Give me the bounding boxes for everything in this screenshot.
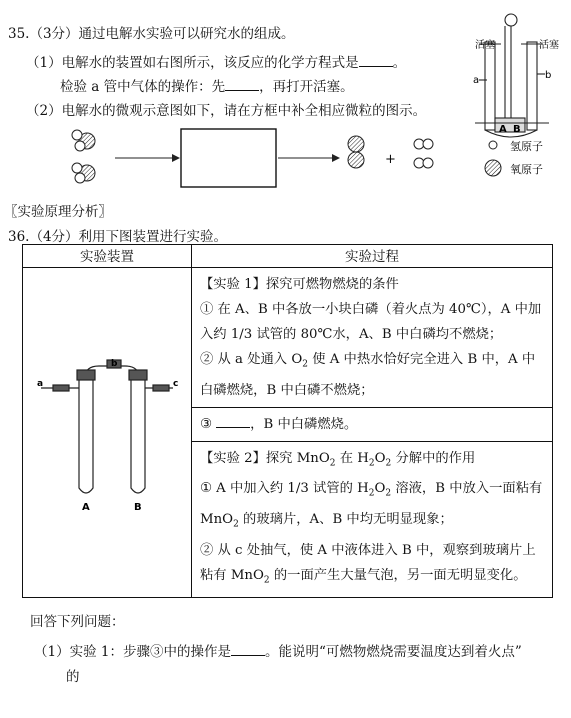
q35-part1-text: （1）电解水的装置如右图所示，该反应的化学方程式是: [26, 55, 359, 71]
experiment-table: [22, 244, 553, 598]
electrolysis-apparatus-diagram: [455, 8, 567, 180]
exp2-title-text: 【实验 2】探究 MnO: [200, 450, 330, 466]
apparatus-label-b: b: [111, 359, 118, 369]
exp2-step1-text: O: [374, 481, 386, 497]
subscript: 2: [329, 458, 336, 469]
oxygen-atom-legend-icon: [485, 160, 501, 176]
q36-stem: 36.（4分）利用下图装置进行实验。: [8, 229, 228, 245]
exp1-step2-text: 使 A 中热水恰好完全进入 B 中，A 中白磷燃烧，B 中白磷不燃烧；: [200, 352, 536, 398]
exp1-step3-number: ③: [200, 416, 212, 432]
oxygen-molecule-icon: [348, 136, 364, 168]
apparatus-label-c: c: [173, 379, 179, 389]
valve-label-left: 活塞: [475, 40, 495, 51]
answer-blank: [231, 642, 265, 657]
subscript: 2: [302, 359, 308, 370]
answer-blank: [225, 77, 259, 92]
experiment1-cell: [192, 268, 553, 442]
apparatus-cell: [23, 268, 192, 598]
answer1-continuation: 的: [66, 669, 80, 685]
q35-part1-check-line: [60, 75, 354, 95]
y-tube-apparatus-diagram: [23, 358, 191, 558]
exp2-step1: [200, 476, 546, 537]
electrode-label-b: B: [513, 124, 521, 135]
exp2-title-text: 在 H: [335, 450, 369, 466]
arrow-head-icon: [332, 154, 340, 162]
exp2-step1-text: ① A 中加入约 1/3 试管的 H: [200, 481, 369, 497]
answer-intro: 回答下列问题：: [30, 614, 125, 630]
subscript: 2: [385, 488, 392, 499]
q35-stem: 35.（3分）通过电解水实验可以研究水的组成。: [8, 26, 295, 42]
exp2-step2-text: ② 从 c 处抽气，使 A 中液体进入 B 中，观察到玻璃片上粘有 MnO: [200, 542, 536, 583]
legend-hydrogen-label: 氢原子: [510, 140, 543, 153]
exp2-step1-text: 溶液，B 中放入一面粘有 MnO: [200, 481, 543, 527]
answer-blank: [359, 53, 393, 68]
table-header-apparatus: 实验装置: [23, 245, 192, 268]
apparatus-label-B: B: [134, 502, 142, 513]
answer1-text: （1）实验 1：步骤③中的操作是: [34, 644, 231, 660]
hydrogen-molecule-icon: [414, 158, 433, 168]
subscript: 2: [368, 488, 375, 499]
hydrogen-molecule-icon: [414, 139, 433, 149]
subscript: 2: [233, 519, 239, 530]
hydrogen-atom-legend-icon: [489, 141, 497, 149]
q35-check-end: ，再打开活塞。: [259, 79, 354, 95]
answer1-text: 。能说明“可燃物燃烧需要温度达到着火点”: [264, 644, 522, 660]
water-molecule-icon: [72, 163, 95, 183]
apparatus-label-a: a: [37, 379, 44, 389]
section-title: 〖实验原理分析〗: [4, 204, 112, 220]
answer-blank: [216, 413, 250, 427]
legend-oxygen-label: 氧原子: [510, 163, 543, 176]
answer1-line: [34, 640, 522, 660]
exp2-step2-text: 的一面产生大量气泡，另一面无明显变化。: [269, 567, 527, 583]
exp1-step2-text: ② 从 a 处通入 O: [200, 352, 303, 367]
q35-part1-end: 。: [392, 55, 407, 71]
exp1-step2: [200, 347, 546, 403]
plus-sign: +: [385, 152, 396, 167]
apparatus-label-A: A: [82, 502, 90, 513]
valve-label-right: 活塞: [539, 40, 559, 51]
table-header-process: 实验过程: [192, 245, 553, 268]
exp1-step1: ① 在 A、B 中各放一小块白磷（着火点为 40℃），A 中加入约 1/3 试管的 80℃水，A、B 中白磷均不燃烧；: [200, 302, 542, 342]
exp1-step3: [200, 412, 546, 437]
exp2-title-text: 分解中的作用: [391, 450, 476, 466]
exp2-title-text: O: [374, 450, 386, 466]
exp2-step1-text: 的玻璃片，A、B 中均无明显现象；: [238, 511, 453, 527]
electrolysis-micro-schematic: [60, 122, 450, 190]
subscript: 2: [385, 458, 392, 469]
q35-check-text: 检验 a 管中气体的操作：先: [60, 79, 226, 95]
subscript: 2: [263, 575, 270, 586]
q35-part1-line: [26, 51, 406, 71]
experiment2-cell: [192, 441, 553, 598]
water-molecule-icon: [72, 130, 95, 151]
exp2-title: [200, 446, 546, 477]
exp2-step2: [200, 538, 546, 594]
arrow-head-icon: [172, 154, 180, 162]
answer-box: [181, 129, 276, 187]
exp1-title: 【实验 1】探究可燃物燃烧的条件: [200, 277, 399, 292]
tube-label-a: a: [473, 75, 480, 86]
tube-label-b: b: [545, 70, 552, 81]
exp1-step3-text: ，B 中白磷燃烧。: [250, 416, 358, 432]
q35-part2-line: （2）电解水的微观示意图如下，请在方框中补全相应微粒的图示。: [26, 103, 427, 119]
subscript: 2: [368, 458, 375, 469]
electrode-label-a: A: [499, 124, 507, 135]
